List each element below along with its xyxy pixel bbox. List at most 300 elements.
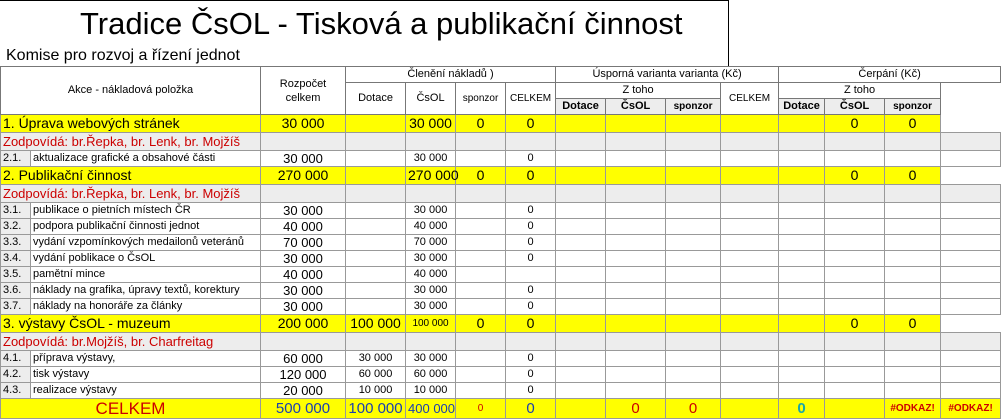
header-saving-csol: ČsOL <box>606 99 666 115</box>
empty-cell <box>666 167 721 185</box>
empty-cell <box>346 185 406 203</box>
empty-cell <box>721 283 779 299</box>
empty-cell <box>825 235 885 251</box>
cost-csol-cell: 40 000 <box>406 219 456 235</box>
empty-cell <box>825 299 885 315</box>
empty-cell <box>556 299 606 315</box>
item-label: tisk výstavy <box>31 367 261 383</box>
item-label: náklady na honoráře za články <box>31 299 261 315</box>
empty-cell <box>825 267 885 283</box>
item-label: publikace o pietních místech ČR <box>31 203 261 219</box>
item-row <box>1 219 1001 235</box>
cost-grant-cell <box>346 267 406 283</box>
total-grant: 400 000 <box>406 399 456 419</box>
empty-cell <box>721 133 779 151</box>
empty-cell <box>941 383 1001 399</box>
item-number: 2.1. <box>1 151 31 167</box>
empty-cell <box>261 185 346 203</box>
empty-cell <box>941 299 1001 315</box>
empty-cell <box>456 333 506 351</box>
empty-cell <box>779 383 825 399</box>
empty-cell <box>406 333 456 351</box>
empty-cell <box>885 299 941 315</box>
empty-cell <box>779 299 825 315</box>
empty-cell <box>606 383 666 399</box>
page-title: Tradice ČsOL - Tisková a publikační činnost <box>80 6 683 41</box>
empty-cell <box>779 115 825 133</box>
budget-cell: 20 000 <box>261 383 346 399</box>
item-row <box>1 351 1001 367</box>
empty-cell <box>885 133 941 151</box>
responsible-row <box>1 333 1001 351</box>
empty-cell <box>885 383 941 399</box>
empty-cell <box>346 133 406 151</box>
item-row <box>1 151 1001 167</box>
cost-sponsor-cell: 0 <box>456 115 506 133</box>
total-spending: 0 <box>779 399 825 419</box>
empty-cell <box>779 333 825 351</box>
empty-cell <box>556 133 606 151</box>
cost-csol-cell: 30 000 <box>406 251 456 267</box>
item-row <box>1 367 1001 383</box>
empty-cell <box>721 151 779 167</box>
empty-cell <box>885 267 941 283</box>
empty-cell <box>779 251 825 267</box>
empty-cell <box>556 251 606 267</box>
cost-csol-cell: 270 000 <box>406 167 456 185</box>
cost-csol-cell: 30 000 <box>406 299 456 315</box>
budget-cell: 60 000 <box>261 351 346 367</box>
empty-cell <box>721 367 779 383</box>
budget-table <box>0 66 1001 419</box>
empty-cell <box>885 219 941 235</box>
empty-cell <box>666 219 721 235</box>
total-row <box>1 399 1001 419</box>
empty-cell <box>606 203 666 219</box>
empty-cell <box>779 315 825 333</box>
cost-csol-cell: 60 000 <box>406 367 456 383</box>
header-saving-of-which: Z toho <box>556 83 721 99</box>
saving-total-cell: 0 <box>506 351 556 367</box>
budget-cell: 200 000 <box>261 315 346 333</box>
empty-cell <box>666 251 721 267</box>
spending-csol-cell: 0 <box>825 167 885 185</box>
empty-cell <box>666 333 721 351</box>
item-row <box>1 267 1001 283</box>
empty-cell <box>346 333 406 351</box>
empty-cell <box>556 219 606 235</box>
saving-total-cell: 0 <box>506 383 556 399</box>
empty-cell <box>666 151 721 167</box>
header-saving-sponsor: sponzor <box>666 99 721 115</box>
empty-cell <box>941 367 1001 383</box>
title-top-border <box>0 0 729 1</box>
cost-csol-cell: 30 000 <box>406 351 456 367</box>
empty-cell <box>779 367 825 383</box>
empty-cell <box>666 115 721 133</box>
section-row <box>1 115 1001 133</box>
saving-total-cell: 0 <box>506 367 556 383</box>
empty-cell <box>556 203 606 219</box>
empty-cell <box>885 151 941 167</box>
header-row-1 <box>1 67 1001 83</box>
empty-cell <box>941 267 1001 283</box>
empty-cell <box>666 235 721 251</box>
item-number: 3.5. <box>1 267 31 283</box>
item-label: vydání poblikace o ČsOL <box>31 251 261 267</box>
section-row <box>1 315 1001 333</box>
empty-cell <box>779 219 825 235</box>
spending-csol-cell: 0 <box>825 315 885 333</box>
empty-cell <box>941 351 1001 367</box>
empty-cell <box>556 151 606 167</box>
budget-cell: 120 000 <box>261 367 346 383</box>
cost-grant-cell <box>346 167 406 185</box>
empty-cell <box>721 315 779 333</box>
empty-cell <box>721 333 779 351</box>
saving-total-cell: 0 <box>506 235 556 251</box>
empty-cell <box>666 267 721 283</box>
empty-cell <box>825 151 885 167</box>
item-label: realizace výstavy <box>31 383 261 399</box>
title-border <box>728 0 729 66</box>
budget-cell: 30 000 <box>261 299 346 315</box>
total-label: CELKEM <box>1 399 261 419</box>
item-label: příprava výstavy, <box>31 351 261 367</box>
empty-cell <box>779 167 825 185</box>
empty-cell <box>606 133 666 151</box>
empty-cell <box>556 383 606 399</box>
empty-cell <box>941 151 1001 167</box>
item-number: 3.7. <box>1 299 31 315</box>
empty-cell <box>666 203 721 219</box>
item-row <box>1 235 1001 251</box>
header-spending-csol: ČsOL <box>825 99 885 115</box>
item-label: aktualizace grafické a obsahové části <box>31 151 261 167</box>
empty-cell <box>885 251 941 267</box>
cost-grant-cell <box>346 203 406 219</box>
cost-csol-cell: 70 000 <box>406 235 456 251</box>
empty-cell <box>606 235 666 251</box>
item-number: 3.4. <box>1 251 31 267</box>
spending-sponsor-cell: 0 <box>885 167 941 185</box>
saving-total-cell: 0 <box>506 299 556 315</box>
item-number: 3.2. <box>1 219 31 235</box>
cost-sponsor-cell <box>456 151 506 167</box>
cost-csol-cell: 40 000 <box>406 267 456 283</box>
cost-grant-cell <box>346 251 406 267</box>
responsible-label: Zodpovídá: br.Řepka, br. Lenk, br. Mojžíš <box>1 133 261 151</box>
empty-cell <box>556 315 606 333</box>
empty-cell <box>941 283 1001 299</box>
empty-cell <box>406 133 456 151</box>
empty-cell <box>825 333 885 351</box>
empty-cell <box>825 133 885 151</box>
budget-cell: 40 000 <box>261 219 346 235</box>
saving-total-cell <box>506 267 556 283</box>
empty-cell <box>779 185 825 203</box>
empty-cell <box>885 235 941 251</box>
cost-sponsor-cell <box>456 283 506 299</box>
cost-grant-cell <box>346 283 406 299</box>
empty-cell <box>721 203 779 219</box>
section-row <box>1 167 1001 185</box>
empty-cell <box>506 185 556 203</box>
empty-cell <box>885 283 941 299</box>
cost-sponsor-cell: 0 <box>456 167 506 185</box>
item-label: podpora publikační činnosti jednot <box>31 219 261 235</box>
empty-cell <box>885 367 941 383</box>
empty-cell <box>506 133 556 151</box>
item-label: náklady na grafika, úpravy textů, korektury <box>31 283 261 299</box>
header-spending: Čerpání (Kč) <box>779 67 1001 83</box>
empty-cell <box>825 383 885 399</box>
empty-cell <box>666 315 721 333</box>
cost-sponsor-cell <box>456 299 506 315</box>
cost-grant-cell <box>346 219 406 235</box>
spending-csol-cell: 0 <box>825 115 885 133</box>
total-saving-sponsor: 0 <box>666 399 721 419</box>
empty-cell <box>666 299 721 315</box>
section-label: 1. Úprava webových stránek <box>1 115 261 133</box>
empty-cell <box>556 235 606 251</box>
empty-cell <box>606 315 666 333</box>
item-row <box>1 299 1001 315</box>
empty-cell <box>721 299 779 315</box>
empty-cell <box>666 185 721 203</box>
total-csol: 0 <box>456 399 506 419</box>
empty-cell <box>556 167 606 185</box>
empty-cell <box>606 185 666 203</box>
saving-total-cell: 0 <box>506 251 556 267</box>
header-saving-grant: Dotace <box>556 99 606 115</box>
header-spending-sponsor: sponzor <box>885 99 941 115</box>
cost-sponsor-cell <box>456 219 506 235</box>
empty-cell <box>606 151 666 167</box>
empty-cell <box>666 133 721 151</box>
cost-grant-cell <box>346 299 406 315</box>
cost-grant-cell: 100 000 <box>346 315 406 333</box>
cost-sponsor-cell <box>456 267 506 283</box>
empty-cell <box>606 115 666 133</box>
total-error-1: #ODKAZ! <box>885 399 941 419</box>
cost-sponsor-cell <box>456 235 506 251</box>
empty-cell <box>556 115 606 133</box>
empty-cell <box>721 267 779 283</box>
empty-cell <box>556 185 606 203</box>
cost-csol-cell: 30 000 <box>406 283 456 299</box>
empty-cell <box>825 219 885 235</box>
empty-cell <box>721 167 779 185</box>
header-cost-sponsor: sponzor <box>456 83 506 115</box>
header-action: Akce - nákladová položka <box>1 67 261 115</box>
header-spending-of-which: Z toho <box>779 83 941 99</box>
empty-cell <box>721 219 779 235</box>
empty-cell <box>941 251 1001 267</box>
empty-cell <box>606 367 666 383</box>
spending-sponsor-cell: 0 <box>885 115 941 133</box>
cost-csol-cell: 30 000 <box>406 115 456 133</box>
item-number: 4.1. <box>1 351 31 367</box>
empty-cell <box>825 367 885 383</box>
item-number: 4.2. <box>1 367 31 383</box>
cost-csol-cell: 10 000 <box>406 383 456 399</box>
header-saving-total: CELKEM <box>506 83 556 115</box>
total-cost-grant: 100 000 <box>346 399 406 419</box>
empty-cell <box>261 333 346 351</box>
empty-cell <box>779 151 825 167</box>
empty-cell <box>261 133 346 151</box>
empty-cell <box>406 185 456 203</box>
cost-csol-cell: 30 000 <box>406 203 456 219</box>
empty-cell <box>779 351 825 367</box>
empty-cell <box>556 333 606 351</box>
item-number: 3.1. <box>1 203 31 219</box>
spending-sponsor-cell: 0 <box>885 315 941 333</box>
empty-cell <box>779 283 825 299</box>
item-label: pamětní mince <box>31 267 261 283</box>
section-label: 3. výstavy ČsOL - muzeum <box>1 315 261 333</box>
total-budget: 500 000 <box>261 399 346 419</box>
budget-cell: 30 000 <box>261 151 346 167</box>
empty-cell <box>885 333 941 351</box>
empty-cell <box>941 235 1001 251</box>
total-saving-csol: 0 <box>606 399 666 419</box>
cost-grant-cell: 60 000 <box>346 367 406 383</box>
responsible-label: Zodpovídá: br.Mojžíš, br. Charfreitag <box>1 333 261 351</box>
empty-cell <box>721 251 779 267</box>
budget-cell: 30 000 <box>261 115 346 133</box>
empty-cell <box>556 283 606 299</box>
responsible-row <box>1 133 1001 151</box>
cost-sponsor-cell <box>456 251 506 267</box>
empty-cell <box>779 203 825 219</box>
empty-cell <box>721 115 779 133</box>
empty-cell <box>825 399 885 419</box>
cost-csol-cell: 100 000 <box>406 315 456 333</box>
header-cost-grant: Dotace <box>346 83 406 115</box>
header-budget: Rozpočet celkem <box>261 67 346 115</box>
empty-cell <box>825 203 885 219</box>
item-label: vydání vzpomínkových medailonů veteránů <box>31 235 261 251</box>
empty-cell <box>885 203 941 219</box>
empty-cell <box>606 219 666 235</box>
budget-cell: 30 000 <box>261 251 346 267</box>
empty-cell <box>666 351 721 367</box>
empty-cell <box>556 351 606 367</box>
header-cost-csol: ČsOL <box>406 83 456 115</box>
empty-cell <box>941 133 1001 151</box>
header-cost-split: Členění nákladů ) <box>346 67 556 83</box>
item-row <box>1 251 1001 267</box>
item-row <box>1 203 1001 219</box>
empty-cell <box>885 185 941 203</box>
empty-cell <box>556 399 606 419</box>
empty-cell <box>556 367 606 383</box>
saving-total-cell: 0 <box>506 167 556 185</box>
empty-cell <box>666 283 721 299</box>
cost-grant-cell: 10 000 <box>346 383 406 399</box>
cost-csol-cell: 30 000 <box>406 151 456 167</box>
header-spending-grant: Dotace <box>779 99 825 115</box>
empty-cell <box>825 283 885 299</box>
empty-cell <box>825 251 885 267</box>
empty-cell <box>456 185 506 203</box>
empty-cell <box>941 219 1001 235</box>
budget-cell: 30 000 <box>261 203 346 219</box>
empty-cell <box>941 185 1001 203</box>
header-spending-total: CELKEM <box>721 83 779 115</box>
header-saving-variant: Úsporná varianta varianta (Kč) <box>556 67 779 83</box>
empty-cell <box>825 351 885 367</box>
empty-cell <box>941 333 1001 351</box>
total-error-2: #ODKAZ! <box>941 399 1001 419</box>
empty-cell <box>606 251 666 267</box>
empty-cell <box>885 351 941 367</box>
saving-total-cell: 0 <box>506 219 556 235</box>
empty-cell <box>606 267 666 283</box>
empty-cell <box>721 383 779 399</box>
empty-cell <box>666 383 721 399</box>
empty-cell <box>556 267 606 283</box>
item-number: 3.6. <box>1 283 31 299</box>
budget-cell: 270 000 <box>261 167 346 185</box>
cost-sponsor-cell <box>456 203 506 219</box>
item-number: 3.3. <box>1 235 31 251</box>
item-row <box>1 383 1001 399</box>
empty-cell <box>606 299 666 315</box>
cost-grant-cell <box>346 151 406 167</box>
saving-total-cell: 0 <box>506 315 556 333</box>
budget-cell: 40 000 <box>261 267 346 283</box>
item-number: 4.3. <box>1 383 31 399</box>
empty-cell <box>941 203 1001 219</box>
cost-sponsor-cell: 0 <box>456 315 506 333</box>
budget-cell: 30 000 <box>261 283 346 299</box>
empty-cell <box>606 333 666 351</box>
item-row <box>1 283 1001 299</box>
cost-sponsor-cell <box>456 383 506 399</box>
empty-cell <box>606 351 666 367</box>
empty-cell <box>721 235 779 251</box>
cost-sponsor-cell <box>456 351 506 367</box>
section-label: 2. Publikační činnost <box>1 167 261 185</box>
empty-cell <box>506 333 556 351</box>
cost-grant-cell <box>346 235 406 251</box>
saving-total-cell: 0 <box>506 203 556 219</box>
page-subtitle: Komise pro rozvoj a řízení jednot <box>6 47 240 64</box>
empty-cell <box>721 185 779 203</box>
empty-cell <box>456 133 506 151</box>
saving-total-cell: 0 <box>506 151 556 167</box>
empty-cell <box>721 351 779 367</box>
empty-cell <box>666 367 721 383</box>
empty-cell <box>606 167 666 185</box>
responsible-label: Zodpovídá: br.Řepka, br. Lenk, br. Mojžíš <box>1 185 261 203</box>
empty-cell <box>606 283 666 299</box>
cost-grant-cell: 30 000 <box>346 351 406 367</box>
empty-cell <box>825 185 885 203</box>
cost-grant-cell <box>346 115 406 133</box>
empty-cell <box>779 267 825 283</box>
saving-total-cell: 0 <box>506 283 556 299</box>
total-saving: 0 <box>506 399 556 419</box>
empty-cell <box>779 133 825 151</box>
cost-sponsor-cell <box>456 367 506 383</box>
empty-cell <box>779 235 825 251</box>
empty-cell <box>721 399 779 419</box>
budget-cell: 70 000 <box>261 235 346 251</box>
